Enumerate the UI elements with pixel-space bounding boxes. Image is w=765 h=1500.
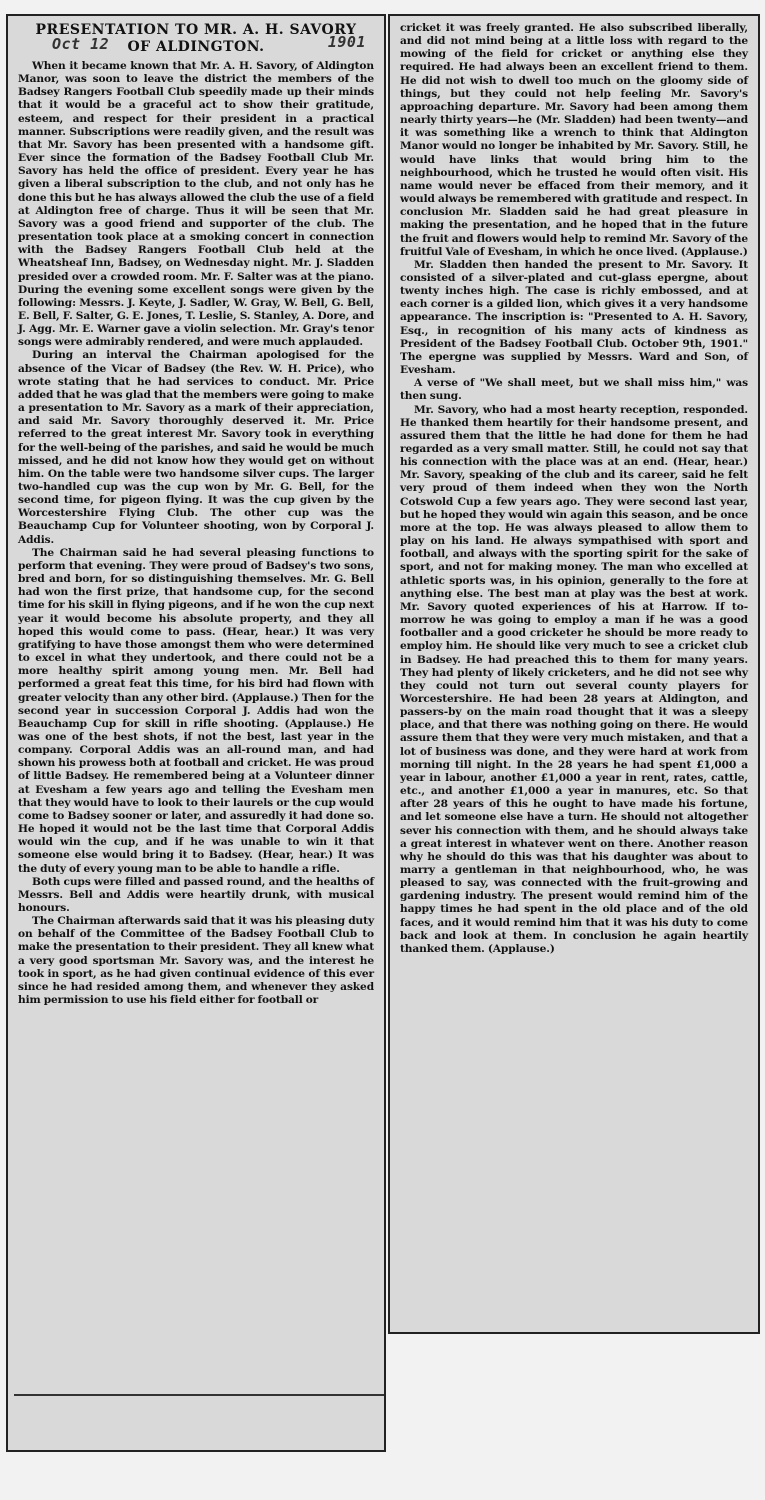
handwritten-date: Oct 12 xyxy=(52,35,110,53)
paragraph: The Chairman afterwards said that it was his pleasing duty on behalf of the Committee of the Badsey Football Club to make the presentation to their president. They all knew what a very good sportsman Mr. Savory was, and the interest he took in sport, as he had given continual evidence of this ever since he had resided among them, and whenever they asked him permission to use his field either for football or xyxy=(18,915,374,1007)
headline xyxy=(18,22,374,56)
paragraph: The Chairman said he had several pleasing functions to perform that evening. They were proud of Badsey's two sons, bred and born, for so distinguishing themselves. Mr. G. Bell had won the first prize, that handsome cup, for the second time for his skill in flying pigeons, and if he won the cup next year it would become his absolute property, and they all hoped this would come to pass. (Hear, hear.) It was very gratifying to have those amongst them who were determined to excel in what they undertook, and there could not be a more healthy spirit among young men. Mr. Bell had performed a great feat this time, for his bird had flown with greater velocity than any other bird. (Applause.) Then for the second year in succession Corporal J. Addis had won the Beauchamp Cup for skill in rifle shooting. (Applause.) He was one of the best shots, if not the best, last year in the company. Corporal Addis was an all-round man, and had shown his prowess both at football and cricket. He was proud of little Badsey. He remembered being at a Volunteer dinner at Evesham a few years ago and telling the Evesham men that they would have to look to their laurels or the cup would come to Badsey sooner or later, and assuredly it had done so. He hoped it would not be the last time that Corporal Addis would win the cup, and if he was unable to win it that someone else would bring it to Badsey. (Hear, hear.) It was the duty of every young man to be able to handle a rifle. xyxy=(18,546,374,875)
paste-seam xyxy=(14,1394,386,1396)
paragraph: When it became known that Mr. A. H. Savory, of Aldington Manor, was soon to leave the district the members of the Badsey Rangers Football Club speedily made up their minds that it would be a graceful act to show their gratitude, esteem, and respect for their president in a practical manner. Subscriptions were readily given, and the result was that Mr. Savory has been presented with a handsome gift. Ever since the formation of the Badsey Football Club Mr. Savory has held the office of president. Every year he has given a liberal subscription to the club, and not only has he done this but he has always allowed the club the use of a field at Aldington free of charge. Thus it will be seen that Mr. Savory was a good friend and supporter of the club. The presentation took place at a smoking concert in connection with the Badsey Rangers Football Club held at the Wheatsheaf Inn, Badsey, on Wednesday night. Mr. J. Sladden presided over a crowded room. Mr. F. Salter was at the piano. During the evening some excellent songs were given by the following: Messrs. J. Keyte, J. Sadler, W. Gray, W. Bell, G. Bell, E. Bell, F. Salter, G. E. Jones, T. Leslie, S. Stanley, A. Dore, and J. Agg. Mr. E. Warner gave a violin selection. Mr. Gray's tenor songs were admirably rendered, and were much applauded. xyxy=(18,60,374,349)
headline-line-2: OF ALDINGTON. xyxy=(127,39,265,55)
paragraph: A verse of "We shall meet, but we shall miss him," was then sung. xyxy=(400,377,748,403)
paragraph: cricket it was freely granted. He also subscribed liberally, and did not mind being at a little loss with regard to the mowing of the field for cricket or anything else they required. He had always been an excellent friend to them. He did not wish to dwell too much on the gloomy side of things, but they could not help feeling Mr. Savory's approaching departure. Mr. Savory had been among them nearly thirty years—he (Mr. Sladden) had been twenty—and it was something like a wrench to think that Aldington Manor would no longer be inhabited by Mr. Savory. Still, he would have links that would bring him to the neighbourhood, which he trusted he would often visit. His name would never be effaced from their memory, and it would always be remembered with gratitude and respect. In conclusion Mr. Sladden said he had great pleasure in making the presentation, and he hoped that in the future the fruit and flowers would help to remind Mr. Savory of the fruitful Vale of Evesham, in which he once lived. (Applause.) xyxy=(400,22,748,258)
paragraph: Mr. Savory, who had a most hearty reception, responded. He thanked them heartily for their handsome present, and assured them that the little he had done for them he had regarded as a very small matter. Still, he could not say that his connection with the place was at an end. (Hear, hear.) Mr. Savory, speaking of the club and its career, said he felt very proud of them indeed when they won the North Cotswold Cup a few years ago. They were second last year, but he hoped they would win again this season, and be once more at the top. He was always pleased to allow them to play on his land. He always sympathised with sport and football, and always with the sporting spirit for the sake of sport, and not for making money. The man who excelled at athletic sports was, in his opinion, generally to the fore at anything else. The best man at play was the best at work. Mr. Savory quoted experiences of his at Harrow. If to-morrow he was going to employ a man if he was a good footballer and a good cricketer he should be more ready to employ him. He should like very much to see a cricket club in Badsey. He had preached this to them for many years. They had plenty of likely cricketers, and he did not see why they could not turn out several county players for Worcestershire. He had been 28 years at Aldington, and passers-by on the main road thought that it was a sleepy place, and that there was nothing going on there. He would assure them that they were very much mistaken, and that a lot of business was done, and they were hard at work from morning till night. In the 28 years he had spent £1,000 a year in labour, another £1,000 a year in rent, rates, cattle, etc., and another £1,000 a year in manures, etc. So that after 28 years of this he ought to have made his fortune, and let someone else have a turn. He should not altogether sever his connection with them, and he should always take a great interest in whatever went on there. Another reason why he should do this was that his daughter was about to marry a gentleman in that neighbourhood, who, he was pleased to say, was connected with the fruit-growing and gardening industry. The present would remind him of the happy times he had spent in the old place and of the old faces, and it would remind him that it was his duty to come back and look at them. In conclusion he again heartily thanked them. (Applause.) xyxy=(400,403,748,955)
headline-line-1: PRESENTATION TO MR. A. H. SAVORY xyxy=(35,22,357,38)
clipping-column-2 xyxy=(388,14,760,1334)
handwritten-year: 1901 xyxy=(327,33,366,51)
paragraph: Both cups were filled and passed round, and the healths of Messrs. Bell and Addis were heartily drunk, with musical honours. xyxy=(18,875,374,914)
paragraph: Mr. Sladden then handed the present to Mr. Savory. It consisted of a silver-plated and cut-glass epergne, about twenty inches high. The case is richly embossed, and at each corner is a gilded lion, which gives it a very handsome appearance. The inscription is: "Presented to A. H. Savory, Esq., in recognition of his many acts of kindness as President of the Badsey Football Club. October 9th, 1901." The epergne was supplied by Messrs. Ward and Son, of Evesham. xyxy=(400,258,748,377)
clipping-column-1 xyxy=(6,14,386,1452)
paragraph: During an interval the Chairman apologised for the absence of the Vicar of Badsey (the Rev. W. H. Price), who wrote stating that he had services to conduct. Mr. Price added that he was glad that the members were going to make a presentation to Mr. Savory as a mark of their appreciation, and said Mr. Savory thoroughly deserved it. Mr. Price referred to the great interest Mr. Savory took in everything for the well-being of the parishes, and said he would be much missed, and he did not know how they would get on without him. On the table were two handsome silver cups. The larger two-handled cup was the cup won by Mr. G. Bell, for the second time, for pigeon flying. It was the cup given by the Worcestershire Flying Club. The other cup was the Beauchamp Cup for Volunteer shooting, won by Corporal J. Addis. xyxy=(18,349,374,546)
